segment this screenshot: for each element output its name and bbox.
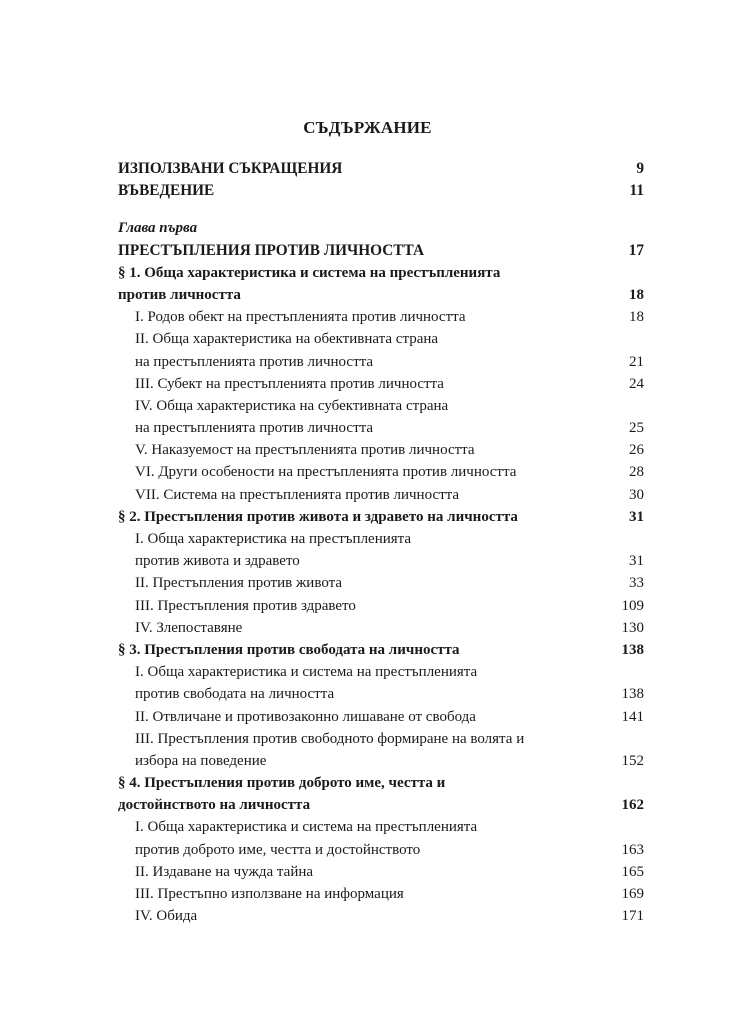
toc-entry-text: I. Обща характеристика и система на престъпленията — [135, 819, 478, 836]
toc-entry-page: 21 — [629, 353, 644, 370]
toc-entry-text: II. Издаване на чужда тайна — [135, 863, 314, 880]
toc-entry-text: I. Родов обект на престъпленията против личността — [135, 309, 466, 326]
toc-entry-text: достойнството на личността — [118, 797, 311, 814]
toc-subentry[interactable] — [118, 373, 644, 395]
toc-entry-page: 24 — [629, 375, 644, 392]
section-1-heading-line — [118, 262, 644, 284]
toc-entry-page: 31 — [629, 553, 644, 570]
toc-subentry[interactable] — [118, 461, 644, 483]
toc-subentry[interactable] — [118, 883, 644, 905]
chapter-label-text: Глава първа — [118, 220, 198, 237]
toc-subentry[interactable] — [118, 706, 644, 728]
toc-entry-text: IV. Обида — [135, 908, 198, 925]
toc-entry-section-1[interactable] — [118, 284, 644, 306]
toc-entry-page: 25 — [629, 420, 644, 437]
toc-entry-page: 18 — [629, 309, 644, 326]
toc-entry-chapter[interactable] — [118, 240, 644, 262]
toc-entry-page: 138 — [621, 686, 644, 703]
toc-entry-page: 162 — [621, 797, 644, 814]
toc-subentry[interactable] — [118, 306, 644, 328]
toc-entry-page: 9 — [636, 160, 644, 177]
toc-subentry-line — [118, 328, 644, 350]
toc-entry-text: II. Обща характеристика на обективната страна — [135, 331, 439, 348]
toc-entry-text: III. Престъпления против здравето — [135, 597, 356, 614]
toc-subentry[interactable] — [118, 595, 644, 617]
toc-entry-text: на престъпленията против личността — [135, 420, 374, 437]
toc-entry-page: 163 — [621, 841, 644, 858]
toc-entry-text: IV. Злепоставяне — [135, 619, 243, 636]
toc-entry-text: § 2. Престъпления против живота и здравето на личността — [118, 508, 518, 525]
toc-subentry-line — [118, 528, 644, 550]
toc-subentry[interactable] — [118, 861, 644, 883]
toc-entry-text: II. Отвличане и противозаконно лишаване от свобода — [135, 708, 476, 725]
toc-entry-page: 141 — [621, 708, 644, 725]
toc-entry-page: 17 — [628, 241, 644, 259]
toc-entry-page: 26 — [629, 442, 644, 459]
toc-entry-page: 30 — [629, 486, 644, 503]
toc-entry-text: III. Субект на престъпленията против личността — [135, 375, 444, 392]
toc-entry-text: V. Наказуемост на престъпленията против личността — [135, 442, 475, 459]
toc-entry-text: I. Обща характеристика и система на престъпленията — [135, 664, 478, 681]
toc-subentry-line — [118, 728, 644, 750]
toc-subentry[interactable] — [118, 683, 644, 705]
toc-heading: СЪДЪРЖАНИЕ — [303, 118, 432, 137]
toc-entry-text: ВЪВЕДЕНИЕ — [118, 182, 215, 200]
table-of-contents — [118, 158, 644, 927]
toc-subentry-line — [118, 395, 644, 417]
toc-subentry[interactable] — [118, 905, 644, 927]
toc-subentry[interactable] — [118, 484, 644, 506]
toc-entry-page: 138 — [621, 641, 644, 658]
toc-entry-section-2[interactable] — [118, 506, 644, 528]
toc-entry-page: 165 — [621, 863, 644, 880]
toc-entry-introduction[interactable] — [118, 180, 644, 202]
toc-entry-text: избора на поведение — [135, 752, 267, 769]
toc-subentry-line — [118, 816, 644, 838]
chapter-label — [118, 217, 644, 239]
toc-entry-page: 33 — [629, 575, 644, 592]
toc-entry-section-3[interactable] — [118, 639, 644, 661]
toc-subentry[interactable] — [118, 572, 644, 594]
toc-entry-text: § 1. Обща характеристика и система на престъпленията — [118, 264, 501, 281]
toc-subentry[interactable] — [118, 617, 644, 639]
toc-entry-text: против доброто име, честта и достойнството — [135, 841, 421, 858]
toc-entry-text: на престъпленията против личността — [135, 353, 374, 370]
toc-entry-section-4[interactable] — [118, 794, 644, 816]
toc-entry-text: против свободата на личността — [135, 686, 335, 703]
toc-entry-text: III. Престъпления против свободното формиране на волята и — [135, 730, 525, 747]
toc-subentry[interactable] — [118, 839, 644, 861]
toc-subentry[interactable] — [118, 550, 644, 572]
toc-entry-abbreviations[interactable] — [118, 158, 644, 180]
toc-entry-text: I. Обща характеристика на престъпленията — [135, 531, 412, 547]
toc-subentry[interactable] — [118, 439, 644, 461]
toc-entry-page: 171 — [621, 908, 644, 925]
section-4-heading-line — [118, 772, 644, 794]
toc-entry-text: § 3. Престъпления против свободата на личността — [118, 641, 460, 658]
toc-entry-page: 31 — [629, 508, 644, 525]
toc-entry-page: 130 — [621, 619, 644, 636]
toc-subentry-line — [118, 661, 644, 683]
toc-entry-text: VII. Система на престъпленията против личността — [135, 486, 460, 503]
toc-entry-page: 18 — [629, 286, 644, 303]
toc-entry-text: ИЗПОЛЗВАНИ СЪКРАЩЕНИЯ — [118, 160, 343, 177]
toc-subentry[interactable] — [118, 351, 644, 373]
toc-entry-page: 152 — [621, 752, 644, 769]
toc-entry-page: 109 — [621, 597, 644, 614]
toc-entry-text: VI. Други особености на престъпленията против личността — [135, 464, 517, 481]
toc-entry-text: IV. Обща характеристика на субективната страна — [135, 397, 449, 414]
toc-entry-text: ПРЕСТЪПЛЕНИЯ ПРОТИВ ЛИЧНОСТТА — [118, 241, 424, 259]
toc-entry-page: 28 — [629, 464, 644, 481]
toc-subentry[interactable] — [118, 417, 644, 439]
toc-entry-text: против живота и здравето — [135, 553, 300, 570]
toc-entry-text: § 4. Престъпления против доброто име, честта и — [118, 775, 446, 792]
toc-entry-text: II. Престъпления против живота — [135, 575, 343, 592]
toc-entry-text: против личността — [118, 286, 241, 303]
toc-entry-page: 169 — [621, 886, 644, 902]
toc-entry-page: 11 — [629, 182, 644, 200]
toc-entry-text: III. Престъпно използване на информация — [135, 886, 404, 902]
toc-subentry[interactable] — [118, 750, 644, 772]
